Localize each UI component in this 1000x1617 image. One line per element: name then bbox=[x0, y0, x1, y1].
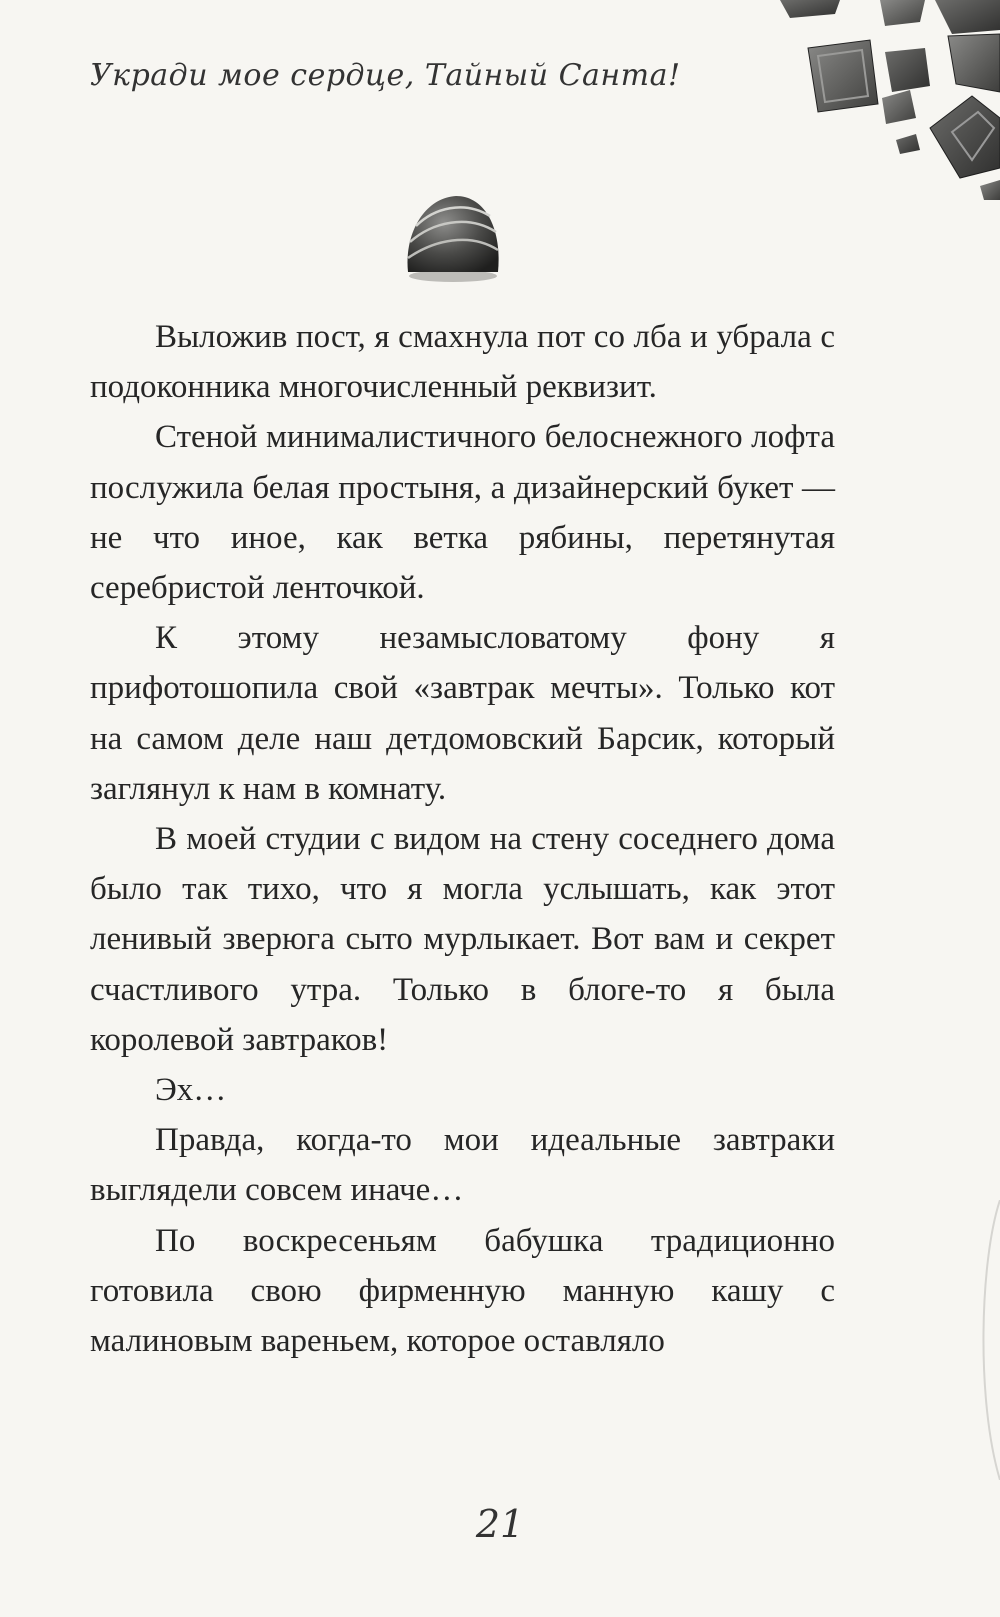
body-text bbox=[90, 312, 835, 1366]
paragraph: Выложив пост, я смахнула пот со лба и убрала с подоконника многочисленный реквизит. bbox=[90, 319, 835, 406]
chocolate-pieces-icon bbox=[580, 0, 1000, 200]
running-title: Укради мое сердце, Тайный Санта! bbox=[90, 58, 681, 93]
page-edge-shadow bbox=[940, 1200, 1000, 1480]
paragraph: Правда, когда-то мои идеальные завтраки выглядели совсем иначе… bbox=[90, 1122, 835, 1209]
paragraph: Стеной минималистичного белоснежного лофта послужила белая простыня, а дизайнерский букет — не что иное, как ветка рябины, перетянутая серебристой ленточкой. bbox=[90, 419, 835, 607]
paragraph: В моей студии с видом на стену соседнего дома было так тихо, что я могла услышать, как этот ленивый зверюга сыто мурлыкает. Вот вам и секрет счастливого утра. Только в блоге-то я была королевой завтраков! bbox=[90, 821, 835, 1058]
page-number: 21 bbox=[475, 1502, 525, 1546]
paragraph: По воскресеньям бабушка традиционно готовила свою фирменную манную кашу с малиновым вареньем, которое оставляло bbox=[90, 1222, 835, 1360]
chocolate-truffle-icon bbox=[398, 186, 508, 286]
paragraph: К этому незамысловатому фону я прифотошопила свой «завтрак мечты». Только кот на самом деле наш детдомовский Барсик, который заглянул к нам в комнату. bbox=[90, 620, 835, 807]
paragraph: Эх… bbox=[155, 1072, 227, 1109]
